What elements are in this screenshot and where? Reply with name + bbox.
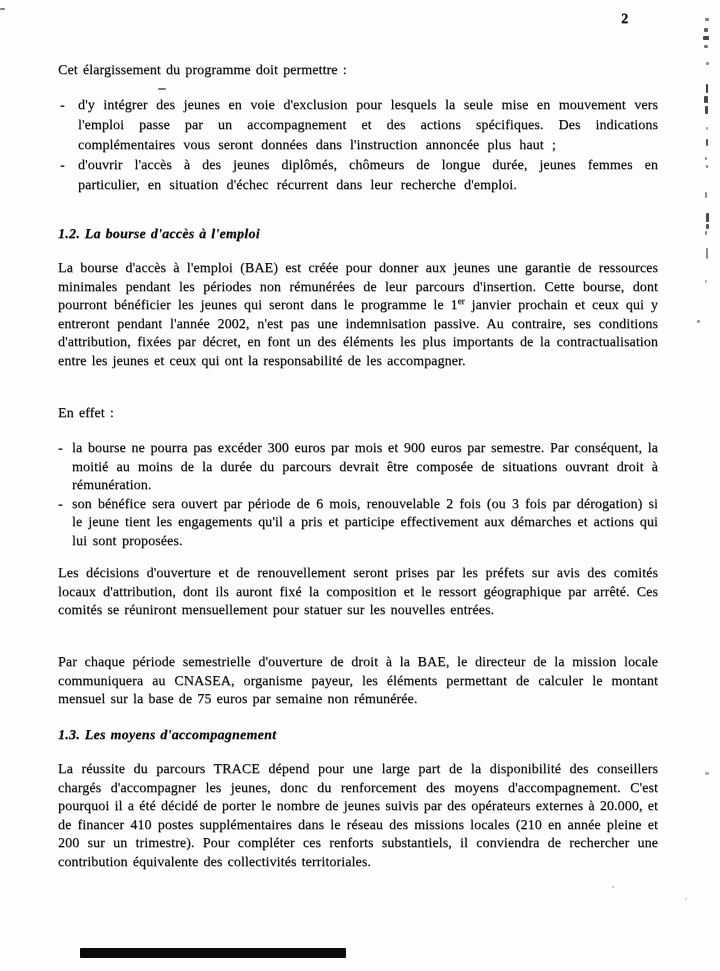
dash-bullet: - <box>58 496 63 512</box>
scan-artifact <box>703 36 709 40</box>
scan-artifact <box>705 280 707 283</box>
bullet-list-bourse-conditions <box>58 440 658 552</box>
scan-artifact <box>706 139 708 146</box>
list-item-text: d'y intégrer des jeunes en voie d'exclusion pour lesquels la seule mise en mouvement vers l'emploi passe par un accompagnement et des actions spécifiques. Des indications complémentaires vous seront données dans l'instruction annoncée plus haut ; <box>78 98 658 153</box>
bullet-list-objectives <box>58 96 658 196</box>
dash-bullet: - <box>60 98 65 113</box>
list-item-text: la bourse ne pourra pas excéder 300 euros par mois et 900 euros par semestre. Par conséquent, la moitié au moins de la durée du parcours devrait être composée de situations ouvrant droit à rémunération. <box>72 441 658 494</box>
scan-black-bar <box>80 948 346 958</box>
scan-artifact <box>697 320 700 323</box>
scan-artifact <box>706 84 708 93</box>
scan-artifact <box>706 127 708 130</box>
scan-artifact <box>706 248 708 259</box>
scan-artifact <box>705 192 707 198</box>
intro-paragraph: Cet élargissement du programme doit permettre : <box>58 63 347 78</box>
paragraph-cnasea: Par chaque période semestrielle d'ouverture de droit à la BAE, le directeur de la mission locale communiquera au CNASEA, organisme payeur, les éléments permettant de calculer le montant mensuel sur la base de 75 euros par semaine non rémunérée. <box>58 655 658 708</box>
paragraph-bae-text: janvier prochain et ceux qui y entreront pendant l'année 2002, n'est pas une indemnisation passive. Au contraire, ses conditions d'attribution, fixées par décret, en font un des éléments les plus importants de la contractualisation entre les jeunes et ceux qui ont la responsabilité de les accompagner. <box>58 298 658 369</box>
scan-artifact <box>685 898 687 900</box>
scan-artifact <box>704 28 708 32</box>
scan-artifact <box>0 8 5 10</box>
list-item <box>58 496 658 552</box>
scan-artifact <box>706 62 709 65</box>
paragraph-bae-text: La bourse d'accès à l'emploi (BAE) est créée pour donner aux jeunes une garantie de ressources minimales pendant les périodes non rémunérées de leur parcours d'insertion. Cette bourse, dont pourront bénéficier les jeunes qui seront dans le programme le 1 <box>58 261 658 314</box>
section-heading-1-2: 1.2. La bourse d'accès à l'emploi <box>58 227 260 242</box>
scan-artifact <box>706 165 708 168</box>
scan-artifact <box>705 231 707 235</box>
scan-artifact <box>704 96 708 103</box>
dash-bullet: - <box>58 441 63 456</box>
scan-artifact <box>705 18 709 21</box>
scan-artifact <box>706 213 709 222</box>
scan-artifact <box>612 886 614 888</box>
page-number: 2 <box>621 11 629 27</box>
list-item <box>58 440 658 496</box>
scan-artifact <box>705 772 709 775</box>
list-item <box>58 96 658 156</box>
list-item <box>58 156 658 196</box>
scan-artifact <box>704 45 708 48</box>
paragraph-trace: La réussite du parcours TRACE dépend pour une large part de la disponibilité des conseillers chargés d'accompagner les jeunes, donc du renforcement des moyens d'accompagnement. C'est pourquoi il a été décidé de porter le nombre de jeunes suivis par des opérateurs externes à 20.000, et de financer 410 postes supplémentaires dans le réseau des missions locales (210 en année pleine et 200 sur un trimestre). Pour compléter ces renforts substantiels, il conviendra de rechercher une contribution équivalente des collectivités territoriales. <box>58 762 658 870</box>
scan-artifact <box>706 224 709 229</box>
scan-artifact <box>705 157 707 160</box>
scan-artifact <box>705 106 708 114</box>
scan-artifact <box>158 88 166 90</box>
section-heading-1-3: 1.3. Les moyens d'accompagnement <box>58 728 277 743</box>
list-item-text: d'ouvrir l'accès à des jeunes diplômés, chômeurs de longue durée, jeunes femmes en particulier, en situation d'échec récurrent dans leur recherche d'emploi. <box>78 158 658 193</box>
list-item-text: son bénéfice sera ouvert par période de 6 mois, renouvelable 2 fois (ou 3 fois par dérogation) si le jeune tient les engagements qu'il a pris et participe effectivement aux démarches et actions qui lui sont proposées. <box>72 496 658 549</box>
paragraph-bae <box>58 260 658 372</box>
ordinal-superscript: er <box>457 296 465 307</box>
dash-bullet: - <box>60 158 65 173</box>
en-effet-line: En effet : <box>58 406 114 421</box>
paragraph-decisions: Les décisions d'ouverture et de renouvellement seront prises par les préfets sur avis des comités locaux d'attribution, dont ils auront fixé la composition et le ressort géographique par arrêté. Ces comités se réuniront mensuellement pour statuer sur les nouvelles entrées. <box>58 566 658 619</box>
